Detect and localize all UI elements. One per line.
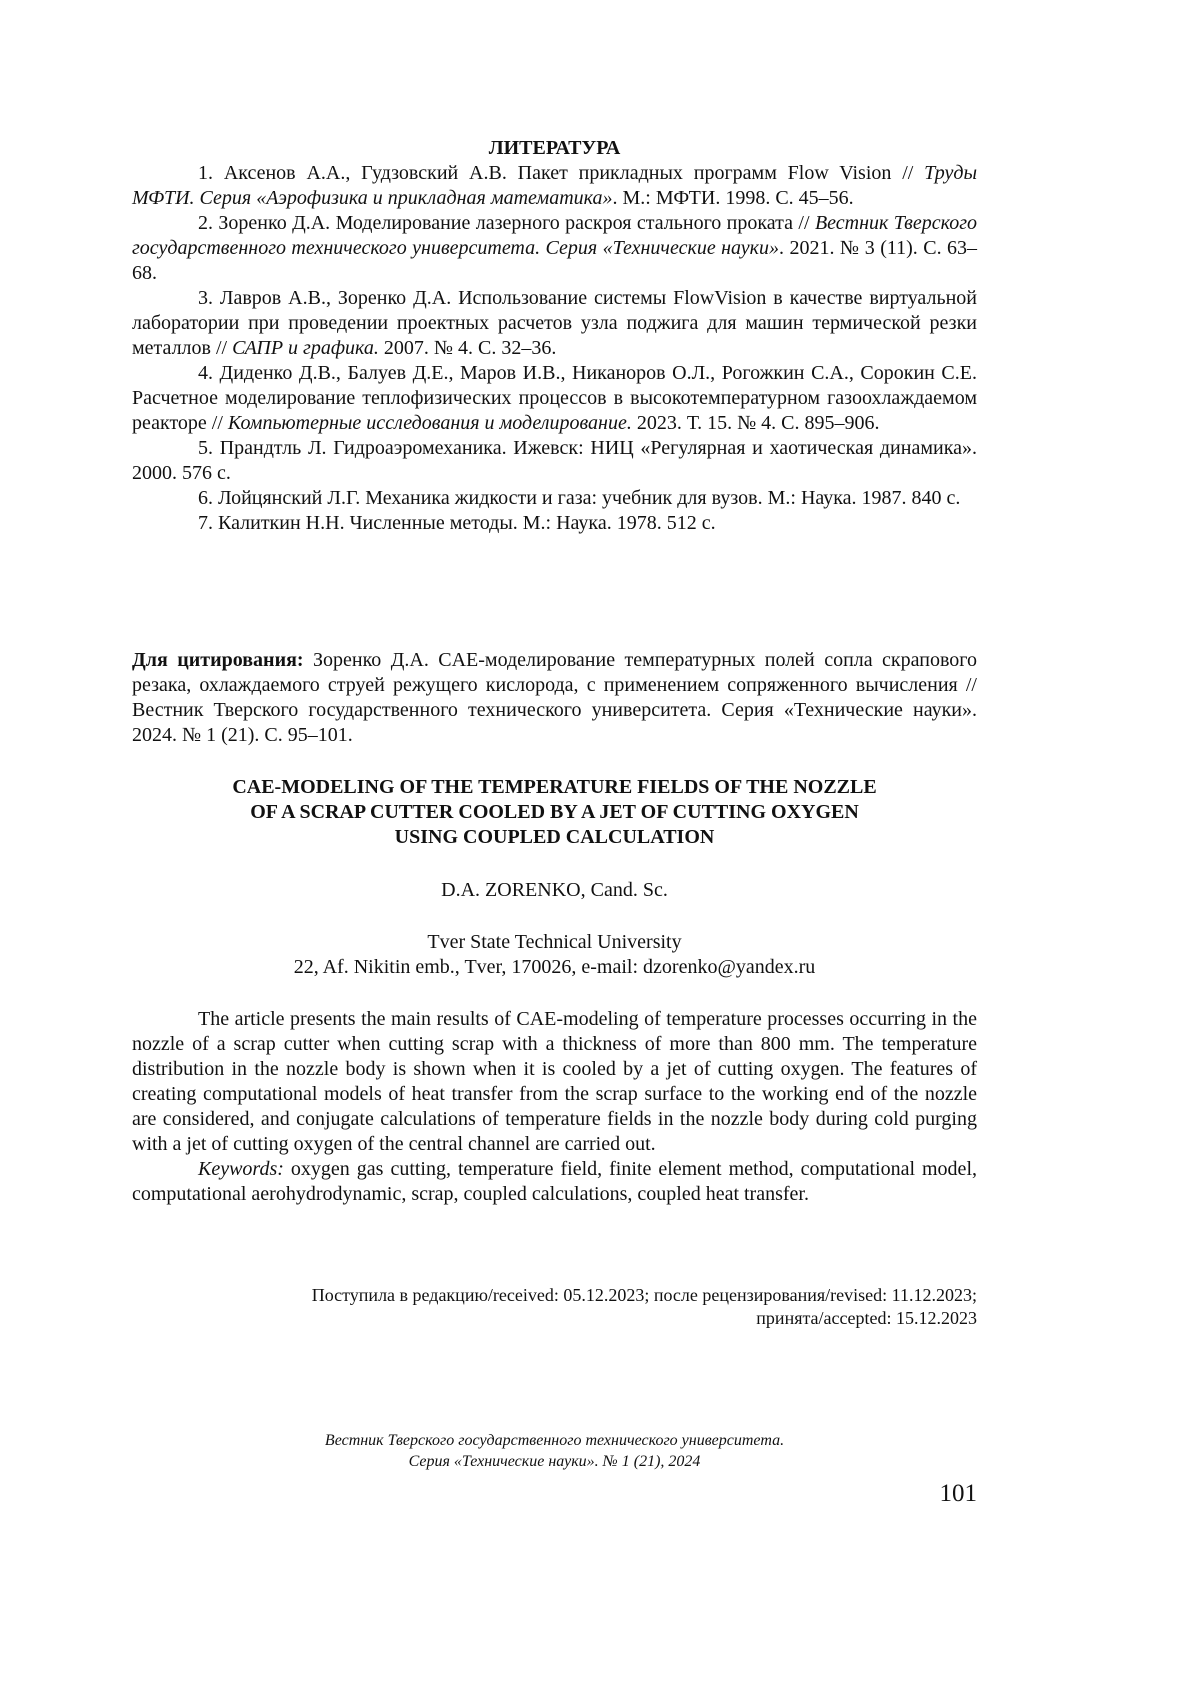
address: 22, Af. Nikitin emb., Tver, 170026, e-mail: dzorenko@yandex.ru <box>132 955 977 980</box>
citation-label: Для цитирования: <box>132 649 304 671</box>
reference-item <box>132 211 977 286</box>
reference-list <box>132 161 977 536</box>
reference-source: Труды МФТИ. Серия «Аэрофизика и прикладная математика» <box>132 162 977 209</box>
reference-text: . 2021. № 3 (11). С. 63–68. <box>132 237 977 284</box>
reference-source: Компьютерные исследования и моделирование. <box>228 412 632 434</box>
reference-text: 2. Зоренко Д.А. Моделирование лазерного раскроя стального проката // <box>198 212 815 234</box>
english-title <box>132 775 977 850</box>
page-number: 101 <box>920 1480 977 1508</box>
affiliation: Tver State Technical University <box>132 930 977 955</box>
reference-text: 1. Аксенов А.А., Гудзовский А.В. Пакет прикладных программ Flow Vision // <box>198 162 924 184</box>
dates-line-1: Поступила в редакцию/received: 05.12.2023; после рецензирования/revised: 11.12.2023; <box>132 1284 977 1307</box>
reference-text: 5. Прандтль Л. Гидроаэромеханика. Ижевск: НИЦ «Регулярная и хаотическая динамика». 2000. 576 с. <box>132 437 977 484</box>
keywords-label: Keywords: <box>198 1158 284 1180</box>
citation-text: Зоренко Д.А. CAE-моделирование температурных полей сопла скрапового резака, охлаждаемого струей режущего кислорода, с применением сопряженного вычисления // Вестник Тверского государственного технического университета. Серия «Технические науки». 2024. № 1 (21). С. 95–101. <box>132 649 977 746</box>
dates <box>132 1284 977 1330</box>
title-line: CAE-MODELING OF THE TEMPERATURE FIELDS OF THE NOZZLE <box>132 775 977 800</box>
reference-text: 3. Лавров А.В., Зоренко Д.А. Использование системы FlowVision в качестве виртуальной лаборатории при проведении проектных расчетов узла поджига для машин термической резки металлов // <box>132 287 977 359</box>
footer-line-1: Вестник Тверского государственного технического университета. <box>132 1430 977 1451</box>
reference-source: Вестник Тверского государственного технического университета. Серия «Технические науки» <box>132 212 977 259</box>
reference-item <box>132 486 977 511</box>
journal-footer <box>132 1430 977 1472</box>
reference-text: 2007. № 4. С. 32–36. <box>379 337 556 359</box>
reference-item <box>132 436 977 486</box>
reference-item <box>132 511 977 536</box>
abstract: The article presents the main results of CAE-modeling of temperature processes occurring in the nozzle of a scrap cutter when cutting scrap with a thickness of more than 800 mm. The temperature distribution in the nozzle body is shown when it is cooled by a jet of cutting oxygen. The features of creating computational models of heat transfer from the scrap surface to the working end of the nozzle are considered, and conjugate calculations of temperature fields in the nozzle body during cold purging with a jet of cutting oxygen of the central channel are carried out. <box>132 1007 977 1157</box>
reference-item <box>132 361 977 436</box>
title-line: OF A SCRAP CUTTER COOLED BY A JET OF CUTTING OXYGEN <box>132 800 977 825</box>
title-line: USING COUPLED CALCULATION <box>132 825 977 850</box>
dates-line-2: принята/accepted: 15.12.2023 <box>132 1307 977 1330</box>
author: D.A. ZORENKO, Cand. Sc. <box>132 878 977 903</box>
reference-item <box>132 286 977 361</box>
reference-item <box>132 161 977 211</box>
reference-source: САПР и графика. <box>232 337 379 359</box>
keywords <box>132 1157 977 1207</box>
references-section <box>132 136 977 536</box>
references-heading: ЛИТЕРАТУРА <box>132 136 977 161</box>
reference-text: 4. Диденко Д.В., Балуев Д.Е., Маров И.В., Никаноров О.Л., Рогожкин С.А., Сорокин С.Е. Расчетное моделирование теплофизических процессов в высокотемпературном газоохлаждаемом реакторе // <box>132 362 977 434</box>
footer-line-2: Серия «Технические науки». № 1 (21), 2024 <box>132 1451 977 1472</box>
reference-text: 6. Лойцянский Л.Г. Механика жидкости и газа: учебник для вузов. М.: Наука. 1987. 840 с. <box>198 487 960 509</box>
reference-text: 7. Калиткин Н.Н. Численные методы. М.: Наука. 1978. 512 с. <box>198 512 716 534</box>
keywords-text: oxygen gas cutting, temperature field, finite element method, computational model, computational aerohydrodynamic, scrap, coupled calculations, coupled heat transfer. <box>132 1158 977 1205</box>
reference-text: 2023. Т. 15. № 4. С. 895–906. <box>632 412 880 434</box>
citation-block <box>132 648 977 748</box>
abstract-block <box>132 1007 977 1207</box>
reference-text: . М.: МФТИ. 1998. С. 45–56. <box>613 187 854 209</box>
